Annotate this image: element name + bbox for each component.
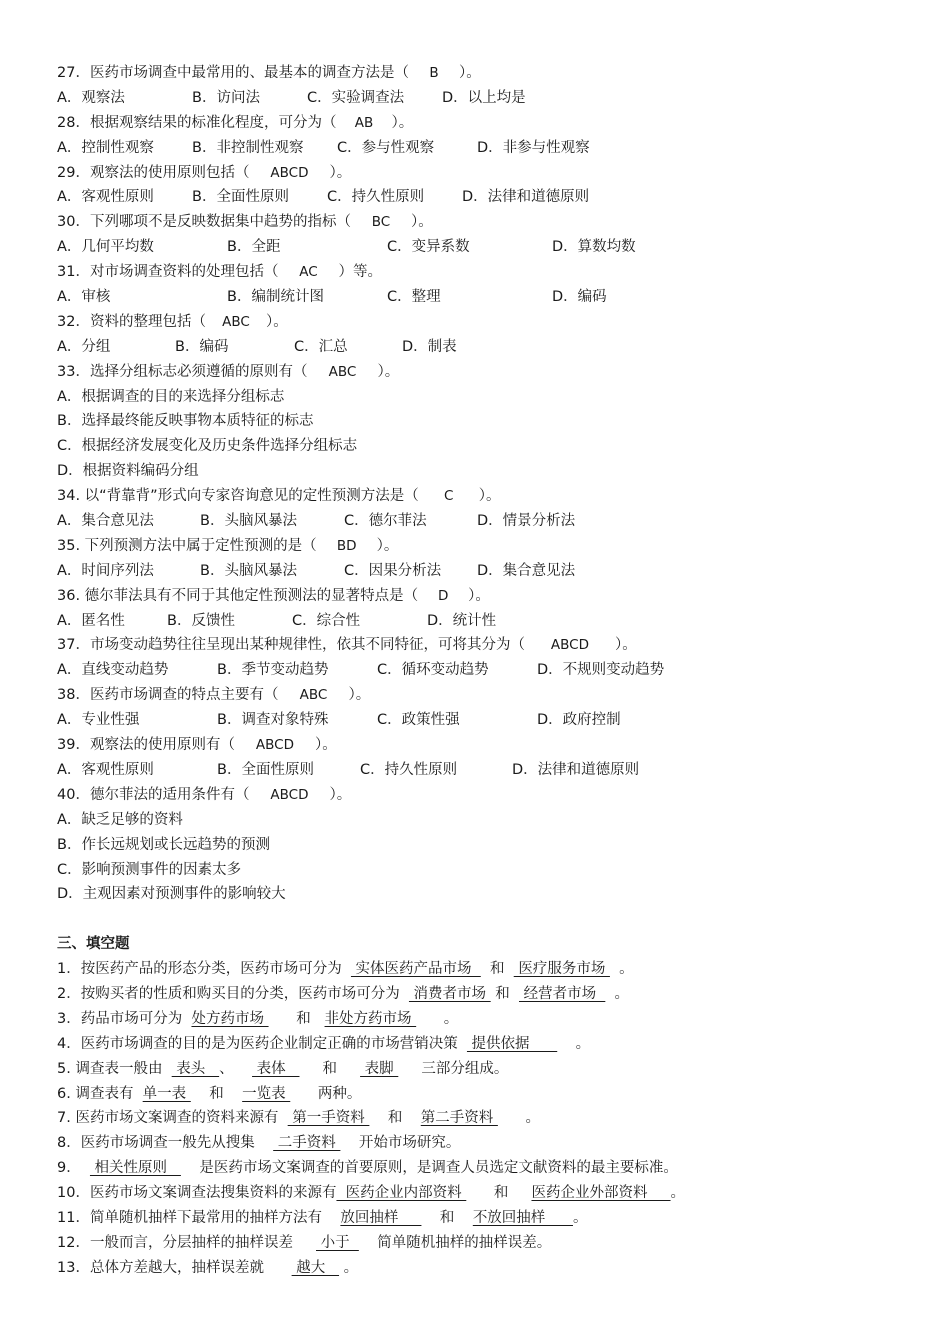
fill-answer: 表头 xyxy=(171,1060,220,1077)
option-text: C．根据经济发展变化及历史条件选择分组标志 xyxy=(57,438,358,455)
question-stem xyxy=(57,61,917,86)
fill-text: 和 xyxy=(299,1060,361,1077)
option-text: A．根据调查的目的来选择分组标志 xyxy=(57,388,285,405)
option-row xyxy=(57,185,917,210)
question-stem xyxy=(57,484,917,509)
fill-text: 10．医药市场文案调查法搜集资料的来源有 xyxy=(57,1185,337,1202)
option-text: C．德尔菲法 xyxy=(344,513,427,530)
fill-text: 和 xyxy=(490,985,519,1002)
option-text: C．参与性观察 xyxy=(337,139,435,156)
fill-text: 5. 调查表一般由 xyxy=(57,1060,172,1077)
fill-answer: 相关性原则 xyxy=(89,1160,181,1177)
question-text: 33．选择分组标志必须遵循的原则有（ xyxy=(57,363,308,380)
option-text: B．全面性原则 xyxy=(217,761,314,778)
option-text: B．作长远规划或长远趋势的预测 xyxy=(57,836,270,853)
fill-text: 3．药品市场可分为 xyxy=(57,1010,192,1027)
question-stem xyxy=(57,260,917,285)
fill-answer: 表脚 xyxy=(360,1060,399,1077)
option-row xyxy=(57,758,917,783)
question-text: 37．市场变动趋势往往呈现出某种规律性，依其不同特征，可将其分为（ xyxy=(57,637,525,654)
option-text: C．影响预测事件的因素太多 xyxy=(57,861,242,878)
question-close: ）。 xyxy=(614,637,637,654)
option-text: C．因果分析法 xyxy=(344,562,442,579)
fill-answer: 消费者市场 xyxy=(408,985,491,1002)
fill-in-item xyxy=(57,957,917,982)
answer-key: C xyxy=(443,488,454,505)
option-text: B．全距 xyxy=(227,239,281,256)
question-close: ）。 xyxy=(376,537,399,554)
fill-answer: 放回抽样 xyxy=(340,1209,422,1226)
answer-key: AC xyxy=(299,264,318,281)
option-text: B．头脑风暴法 xyxy=(200,562,297,579)
fill-text: 9． xyxy=(57,1160,90,1177)
fill-text: 4．医药市场调查的目的是为医药企业制定正确的市场营销决策 xyxy=(57,1035,467,1052)
fill-in-item xyxy=(57,1032,917,1057)
fill-text: 和 xyxy=(369,1110,421,1127)
option-text: C．整理 xyxy=(387,289,441,306)
fill-in-item xyxy=(57,1007,917,1032)
option-text: B．选择最终能反映事物本质特征的标志 xyxy=(57,413,314,430)
question-close: ）等。 xyxy=(338,264,382,281)
question-stem xyxy=(57,210,917,235)
fill-text: 简单随机抽样的抽样误差。 xyxy=(358,1234,552,1251)
question-text: 28．根据观察结果的标准化程度，可分为（ xyxy=(57,114,337,131)
answer-key: BC xyxy=(371,214,391,231)
fill-text: 7. 医药市场文案调查的资料来源有 xyxy=(57,1110,288,1127)
answer-key: ABCD xyxy=(255,737,294,754)
option-text: B．头脑风暴法 xyxy=(200,513,297,530)
document-page xyxy=(57,61,917,1281)
fill-answer: 一览表 xyxy=(242,1085,291,1102)
option-text: C．汇总 xyxy=(294,338,348,355)
option-text: B．反馈性 xyxy=(167,612,235,629)
option-row xyxy=(57,559,917,584)
fill-answer: 提供依据 xyxy=(466,1035,558,1052)
question-close: ）。 xyxy=(478,488,501,505)
answer-key: ABC xyxy=(222,313,250,330)
option-text: D．根据资料编码分组 xyxy=(57,463,199,480)
option-row xyxy=(57,708,917,733)
fill-in-item xyxy=(57,1256,917,1281)
fill-text: 和 xyxy=(480,961,514,978)
fill-text: 。 xyxy=(670,1185,686,1202)
option-text: A．集合意见法 xyxy=(57,513,154,530)
question-close: ）。 xyxy=(348,687,371,704)
option-text: C．持久性原则 xyxy=(327,189,425,206)
fill-in-item xyxy=(57,982,917,1007)
answer-key: ABC xyxy=(299,687,328,704)
option-text: D．法律和道德原则 xyxy=(462,189,590,206)
option-text: A．审核 xyxy=(57,289,111,306)
fill-answer: 单一表 xyxy=(142,1085,191,1102)
option-text: D．政府控制 xyxy=(537,712,621,729)
option-text: D．统计性 xyxy=(427,612,497,629)
option-text: A．缺乏足够的资料 xyxy=(57,811,183,828)
option-text: A．分组 xyxy=(57,338,111,355)
spacer xyxy=(57,907,917,932)
fill-text: 。 xyxy=(339,1259,359,1276)
fill-text: 11．简单随机抽样下最常用的抽样方法有 xyxy=(57,1209,341,1226)
answer-key: BD xyxy=(336,537,357,554)
option-text: A．观察法 xyxy=(57,89,125,106)
answer-key: D xyxy=(437,587,449,604)
answer-key: AB xyxy=(354,114,374,131)
fill-in-item xyxy=(57,1131,917,1156)
question-stem xyxy=(57,733,917,758)
option-text: B．调查对象特殊 xyxy=(217,712,329,729)
fill-text: 和 xyxy=(190,1085,243,1102)
question-close: ）。 xyxy=(329,786,352,803)
question-stem xyxy=(57,360,917,385)
option-text: A．匿名性 xyxy=(57,612,125,629)
question-text: 35. 下列预测方法中属于定性预测的是（ xyxy=(57,537,317,554)
question-stem xyxy=(57,683,917,708)
option-text: D．以上均是 xyxy=(442,89,526,106)
option-text: A．几何平均数 xyxy=(57,239,154,256)
fill-answer: 表体 xyxy=(252,1060,300,1077)
fill-text: 三部分组成。 xyxy=(398,1060,509,1077)
option-text: A．直线变动趋势 xyxy=(57,662,169,679)
question-text: 30．下列哪项不是反映数据集中趋势的指标（ xyxy=(57,214,351,231)
fill-text: 6. 调查表有 xyxy=(57,1085,143,1102)
question-close: ）。 xyxy=(314,737,337,754)
fill-answer: 医药企业外部资料 xyxy=(531,1185,671,1202)
fill-text: 。 xyxy=(605,985,630,1002)
fill-answer: 医疗服务市场 xyxy=(513,961,610,978)
question-close: ）。 xyxy=(468,587,490,604)
option-row xyxy=(57,509,917,534)
option-row xyxy=(57,658,917,683)
question-text: 36. 德尔菲法具有不同于其他定性预测法的显著特点是（ xyxy=(57,587,419,604)
fill-answer: 经营者市场 xyxy=(519,985,606,1002)
option-text: C．持久性原则 xyxy=(360,761,458,778)
fill-text: 1．按医药产品的形态分类，医药市场可分为 xyxy=(57,961,351,978)
option-text: D．非参与性观察 xyxy=(477,139,590,156)
question-stem xyxy=(57,534,917,559)
fill-text: 13．总体方差越大，抽样误差就 xyxy=(57,1259,292,1276)
fill-in-item xyxy=(57,1106,917,1131)
option-text: B．季节变动趋势 xyxy=(217,662,329,679)
fill-text: 是医药市场文案调查的首要原则，是调查人员选定文献资料的最主要标准。 xyxy=(180,1160,678,1177)
fill-answer: 实体医药产品市场 xyxy=(350,961,481,978)
fill-text: 和 xyxy=(466,1185,532,1202)
question-close: ）。 xyxy=(391,114,414,131)
fill-text: 和 xyxy=(268,1010,325,1027)
fill-text: 。 xyxy=(572,1209,588,1226)
section-title: 三、填空题 xyxy=(57,936,130,953)
option-row xyxy=(57,136,917,161)
fill-answer: 第一手资料 xyxy=(287,1110,370,1127)
fill-in-item xyxy=(57,1156,917,1181)
option-row xyxy=(57,335,917,360)
question-close: ）。 xyxy=(265,313,288,330)
option-text: A．时间序列法 xyxy=(57,562,154,579)
question-text: 31．对市场调查资料的处理包括（ xyxy=(57,264,279,281)
fill-in-item xyxy=(57,1082,917,1107)
fill-text: 。 xyxy=(416,1010,459,1027)
option-text: D．不规则变动趋势 xyxy=(537,662,665,679)
answer-key: ABCD xyxy=(550,637,589,654)
option-text: D．算数均数 xyxy=(552,239,636,256)
option-text: A．专业性强 xyxy=(57,712,140,729)
option-row xyxy=(57,235,917,260)
option-text: D．情景分析法 xyxy=(477,513,576,530)
option-text: D．集合意见法 xyxy=(477,562,576,579)
fill-text: 开始市场研究。 xyxy=(340,1135,461,1152)
option-text: D．法律和道德原则 xyxy=(512,761,640,778)
option-text: A．客观性原则 xyxy=(57,189,154,206)
option-text: C．综合性 xyxy=(292,612,361,629)
fill-text: 。 xyxy=(497,1110,541,1127)
question-text: 27．医药市场调查中最常用的、最基本的调查方法是（ xyxy=(57,65,409,81)
question-text: 39．观察法的使用原则有（ xyxy=(57,737,235,754)
option-text: C．实验调查法 xyxy=(307,89,405,106)
answer-key: B xyxy=(429,65,439,81)
question-text: 32．资料的整理包括（ xyxy=(57,313,206,330)
fill-text: 12．一般而言，分层抽样的抽样误差 xyxy=(57,1234,316,1251)
fill-text: 2．按购买者的性质和购买目的分类，医药市场可分为 xyxy=(57,985,409,1002)
option-text: B．访问法 xyxy=(192,89,260,106)
option-text: B．编码 xyxy=(175,338,229,355)
fill-answer: 处方药市场 xyxy=(191,1010,269,1027)
option-row xyxy=(57,86,917,111)
fill-in-item xyxy=(57,1231,917,1256)
fill-in-item xyxy=(57,1206,917,1231)
option-text: B．非控制性观察 xyxy=(192,139,304,156)
question-stem xyxy=(57,584,917,609)
answer-key: ABC xyxy=(328,363,357,380)
fill-answer: 越大 xyxy=(291,1259,340,1276)
fill-in-item xyxy=(57,1181,917,1206)
option-text: D．主观因素对预测事件的影响较大 xyxy=(57,886,286,903)
option-text: C．政策性强 xyxy=(377,712,460,729)
option-text: C．变异系数 xyxy=(387,239,470,256)
question-text: 40．德尔菲法的适用条件有（ xyxy=(57,786,250,803)
answer-key: ABCD xyxy=(270,164,309,181)
option-text: C．循环变动趋势 xyxy=(377,662,489,679)
fill-answer: 二手资料 xyxy=(273,1135,341,1152)
question-text: 38．医药市场调查的特点主要有（ xyxy=(57,687,279,704)
fill-text: 和 xyxy=(421,1209,473,1226)
option-row xyxy=(57,285,917,310)
question-close: ）。 xyxy=(329,164,352,181)
question-close: ）。 xyxy=(410,214,433,231)
option-row xyxy=(57,609,917,634)
question-stem xyxy=(57,783,917,808)
question-close: ）。 xyxy=(458,65,481,81)
fill-text: 、 xyxy=(219,1060,253,1077)
question-text: 34. 以“背靠背”形式向专家咨询意见的定性预测方法是（ xyxy=(57,488,419,505)
fill-answer: 非处方药市场 xyxy=(324,1010,417,1027)
option-text: D．编码 xyxy=(552,289,607,306)
fill-answer: 小于 xyxy=(316,1234,359,1251)
fill-text: 两种。 xyxy=(290,1085,362,1102)
fill-answer: 第二手资料 xyxy=(420,1110,498,1127)
question-close: ）。 xyxy=(377,363,400,380)
option-text: B．编制统计图 xyxy=(227,289,324,306)
fill-text: 。 xyxy=(609,961,634,978)
option-text: A．客观性原则 xyxy=(57,761,154,778)
option-text: B．全面性原则 xyxy=(192,189,289,206)
fill-text: 8．医药市场调查一般先从搜集 xyxy=(57,1135,274,1152)
question-stem xyxy=(57,111,917,136)
question-stem xyxy=(57,310,917,335)
fill-in-item xyxy=(57,1057,917,1082)
question-text: 29．观察法的使用原则包括（ xyxy=(57,164,250,181)
option-text: A．控制性观察 xyxy=(57,139,154,156)
answer-key: ABCD xyxy=(270,786,309,803)
question-stem xyxy=(57,161,917,186)
option-text: D．制表 xyxy=(402,338,457,355)
fill-answer: 医药企业内部资料 xyxy=(336,1185,467,1202)
question-stem xyxy=(57,633,917,658)
fill-answer: 不放回抽样 xyxy=(472,1209,573,1226)
fill-text: 。 xyxy=(557,1035,591,1052)
